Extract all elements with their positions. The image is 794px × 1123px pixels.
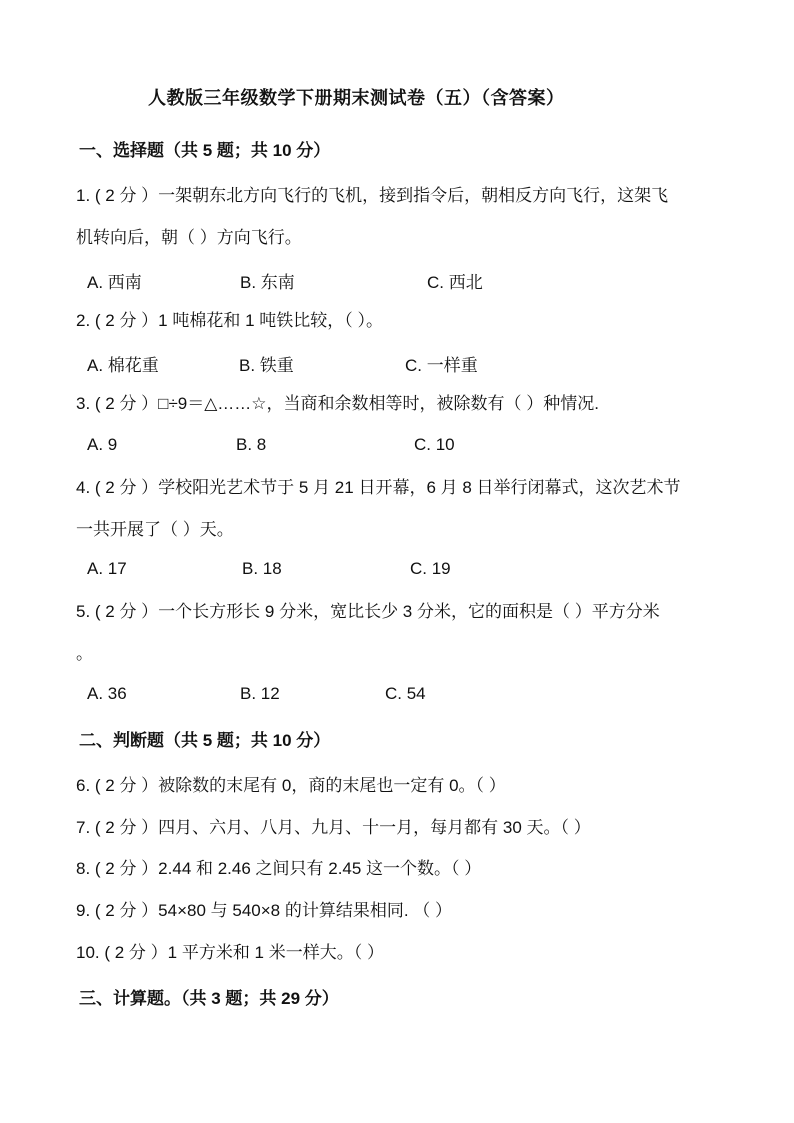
question-8-text: 8. ( 2 分 ）2.44 和 2.46 之间只有 2.45 这一个数。（ ） <box>76 859 482 878</box>
option-a: A. 36 <box>87 684 127 703</box>
question-5-line-2: 。 <box>76 644 93 663</box>
question-10 <box>76 932 726 974</box>
option-b: B. 18 <box>242 559 282 578</box>
question-2 <box>76 300 726 342</box>
question-8 <box>76 848 726 890</box>
question-10-text: 10. ( 2 分 ）1 平方米和 1 米一样大。（ ） <box>76 943 384 962</box>
question-1-line-1: 1. ( 2 分 ）一架朝东北方向飞行的飞机，接到指令后，朝相反方向飞行，这架飞 <box>76 186 669 205</box>
option-c: C. 19 <box>410 559 451 578</box>
question-1-line-2: 机转向后，朝（ ）方向飞行。 <box>76 228 302 247</box>
exam-title: 人教版三年级数学下册期末测试卷（五）（含答案） <box>148 88 565 108</box>
option-c: C. 一样重 <box>405 356 478 375</box>
question-5-line-1: 5. ( 2 分 ）一个长方形长 9 分米，宽比长少 3 分米，它的面积是（ ）平方分米 <box>76 602 660 621</box>
question-6 <box>76 765 726 807</box>
section-heading-choice: 一、选择题（共 5 题；共 10 分） <box>79 141 331 160</box>
question-1 <box>76 175 726 259</box>
question-2-text: 2. ( 2 分 ）1 吨棉花和 1 吨铁比较，（ ）。 <box>76 311 383 330</box>
question-3-text: 3. ( 2 分 ）□÷9＝△……☆，当商和余数相等时，被除数有（ ）种情况. <box>76 394 599 413</box>
question-5 <box>76 591 726 675</box>
question-7-text: 7. ( 2 分 ）四月、六月、八月、九月、十一月，每月都有 30 天。（ ） <box>76 818 591 837</box>
option-b: B. 东南 <box>240 273 295 292</box>
option-b: B. 8 <box>236 435 267 454</box>
question-7 <box>76 807 726 849</box>
question-4-line-1: 4. ( 2 分 ）学校阳光艺术节于 5 月 21 日开幕，6 月 8 日举行闭幕式，这次艺术节 <box>76 478 681 497</box>
question-4 <box>76 467 726 551</box>
option-c: C. 10 <box>414 435 455 454</box>
option-c: C. 54 <box>385 684 426 703</box>
question-2-options <box>87 351 727 381</box>
option-a: A. 西南 <box>87 273 142 292</box>
option-b: B. 12 <box>240 684 280 703</box>
question-5-options <box>87 684 727 714</box>
option-c: C. 西北 <box>427 273 483 292</box>
question-1-options <box>87 268 727 298</box>
question-4-options <box>87 559 727 589</box>
option-a: A. 17 <box>87 559 127 578</box>
option-b: B. 铁重 <box>239 356 294 375</box>
section-heading-true-false: 二、判断题（共 5 题；共 10 分） <box>79 731 331 750</box>
question-9 <box>76 890 726 932</box>
question-3-options <box>87 435 727 465</box>
question-3 <box>76 383 726 425</box>
question-6-text: 6. ( 2 分 ）被除数的末尾有 0，商的末尾也一定有 0。（ ） <box>76 776 506 795</box>
question-9-text: 9. ( 2 分 ）54×80 与 540×8 的计算结果相同. （ ） <box>76 901 453 920</box>
section-heading-calculation: 三、计算题。（共 3 题；共 29 分） <box>79 989 339 1008</box>
option-a: A. 9 <box>87 435 118 454</box>
question-4-line-2: 一共开展了（ ）天。 <box>76 520 234 539</box>
option-a: A. 棉花重 <box>87 356 159 375</box>
